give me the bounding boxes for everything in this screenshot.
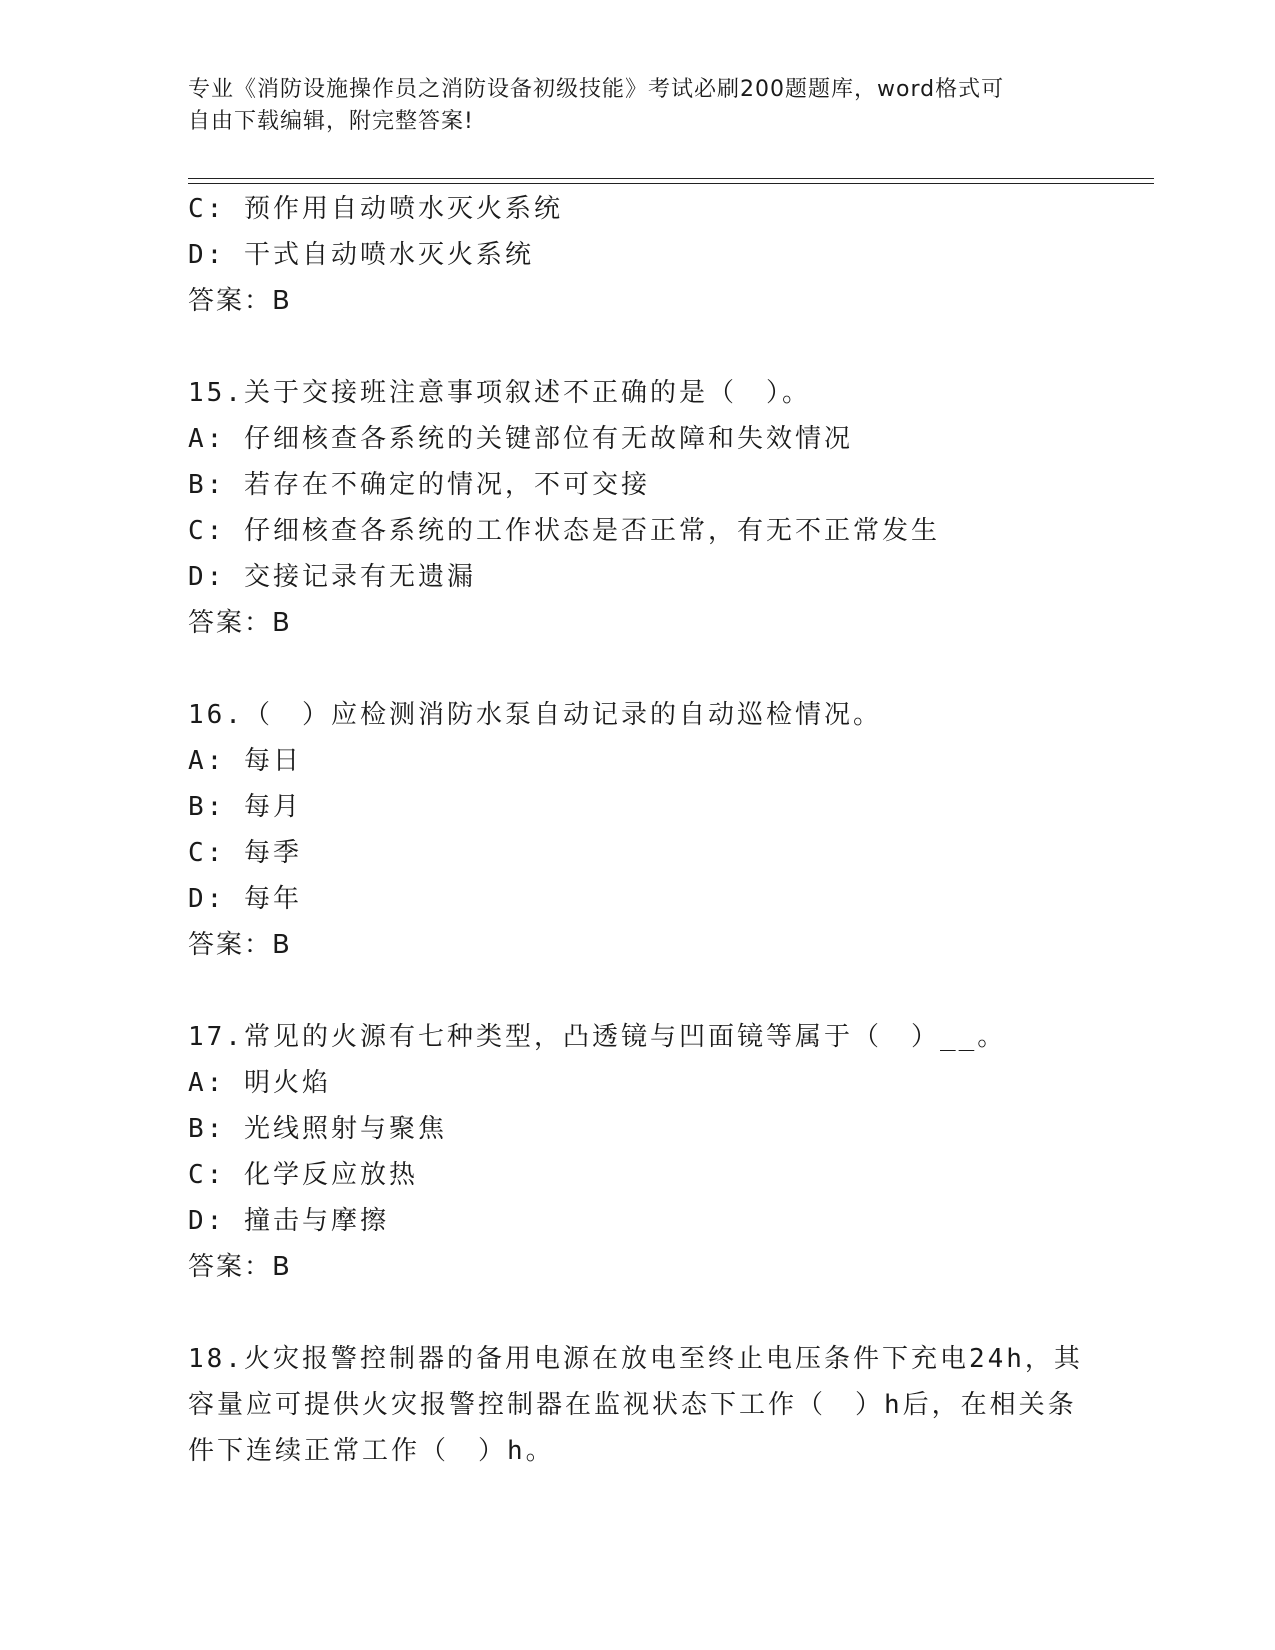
answer-line: 答案：B	[188, 1252, 292, 1282]
option-b: B: 每月	[188, 792, 302, 822]
question-stem-line-2: 容量应可提供火灾报警控制器在监视状态下工作（ ）h后，在相关条	[188, 1390, 1077, 1420]
header-title-line-2: 自由下载编辑，附完整答案!	[188, 109, 474, 134]
option-c: C: 预作用自动喷水灭火系统	[188, 194, 563, 224]
document-header	[188, 74, 1068, 138]
answer-line: 答案：B	[188, 286, 292, 316]
question-block-18	[188, 1336, 1108, 1474]
spacer	[188, 324, 1108, 370]
spacer	[188, 646, 1108, 692]
option-a: A: 仔细核查各系统的关键部位有无故障和失效情况	[188, 424, 853, 454]
question-stem: 17.常见的火源有七种类型，凸透镜与凹面镜等属于（ ）__。	[188, 1022, 1007, 1052]
question-stem: 16.（ ）应检测消防水泵自动记录的自动巡检情况。	[188, 700, 882, 730]
question-block-14	[188, 186, 1108, 324]
header-rule-bottom	[188, 183, 1154, 184]
option-d: D: 交接记录有无遗漏	[188, 562, 476, 592]
option-d: D: 干式自动喷水灭火系统	[188, 240, 534, 270]
option-c: C: 每季	[188, 838, 302, 868]
option-c: C: 化学反应放热	[188, 1160, 418, 1190]
option-a: A: 明火焰	[188, 1068, 331, 1098]
option-b: B: 若存在不确定的情况，不可交接	[188, 470, 650, 500]
option-d: D: 撞击与摩擦	[188, 1206, 389, 1236]
answer-line: 答案：B	[188, 608, 292, 638]
option-a: A: 每日	[188, 746, 302, 776]
question-stem-line-1: 18.火灾报警控制器的备用电源在放电至终止电压条件下充电24h，其	[188, 1344, 1083, 1374]
header-rule-top	[188, 178, 1154, 179]
option-b: B: 光线照射与聚焦	[188, 1114, 447, 1144]
header-title-line-1: 专业《消防设施操作员之消防设备初级技能》考试必刷200题题库，word格式可	[188, 77, 1005, 102]
question-list	[188, 186, 1108, 1474]
question-stem: 15.关于交接班注意事项叙述不正确的是（ ）。	[188, 378, 811, 408]
option-c: C: 仔细核查各系统的工作状态是否正常，有无不正常发生	[188, 516, 940, 546]
spacer	[188, 1290, 1108, 1336]
option-d: D: 每年	[188, 884, 302, 914]
spacer	[188, 968, 1108, 1014]
question-block-15	[188, 370, 1108, 646]
answer-line: 答案：B	[188, 930, 292, 960]
question-block-17	[188, 1014, 1108, 1290]
question-stem-line-3: 件下连续正常工作（ ）h。	[188, 1436, 555, 1466]
question-block-16	[188, 692, 1108, 968]
